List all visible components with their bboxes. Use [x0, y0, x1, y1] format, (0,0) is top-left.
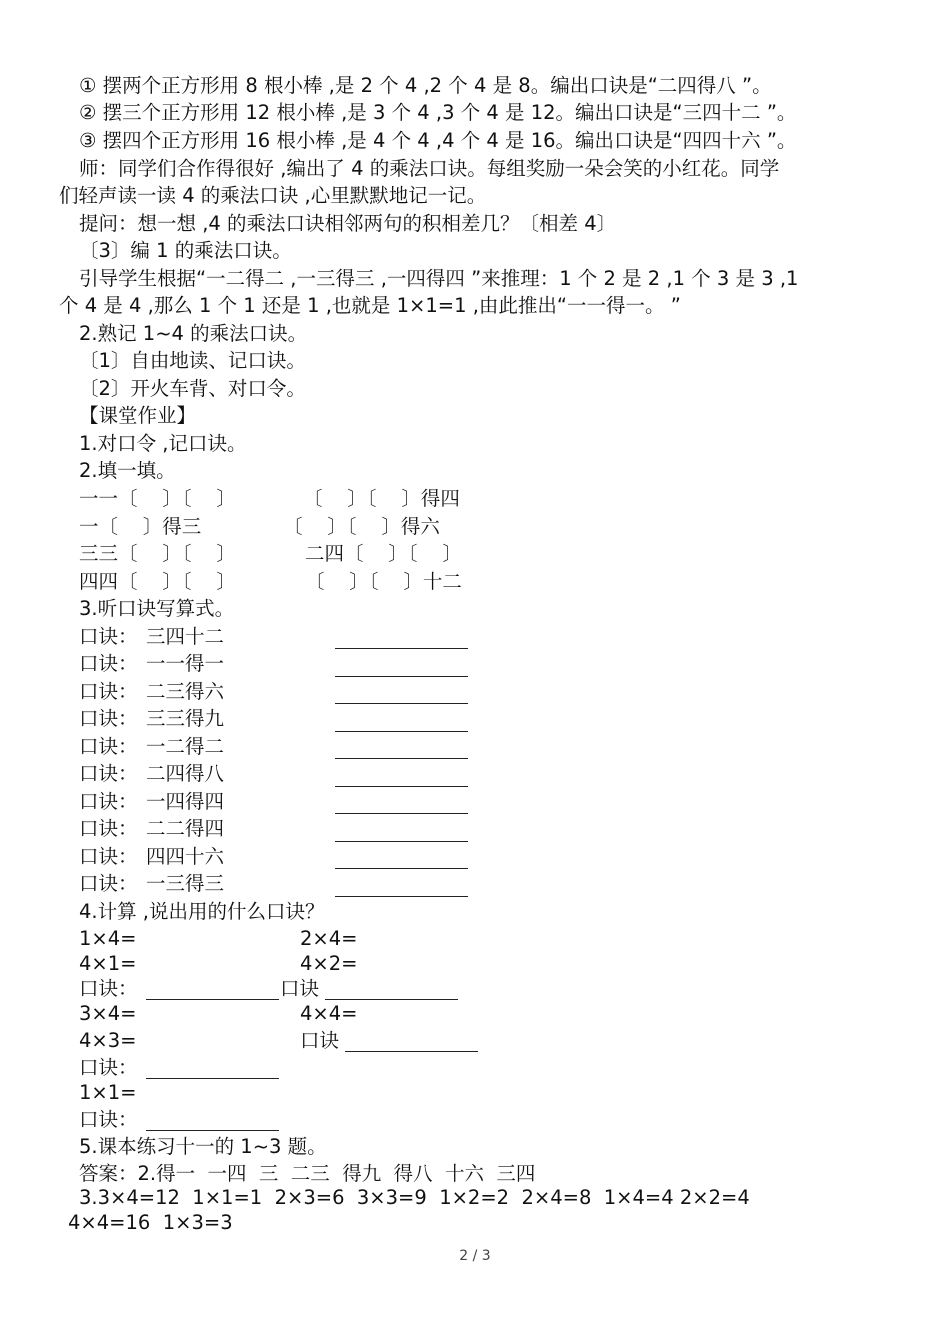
fill-item: 四四〔 〕〔 〕 [79, 570, 236, 593]
text-line: 们轻声读一读 4 的乘法口诀 ,心里默默地记一记。 [59, 184, 487, 207]
rhyme-prefix: 口诀： [79, 872, 138, 895]
answer-blank [335, 758, 468, 759]
answer-blank [335, 896, 468, 897]
rhyme-prefix: 口诀： [79, 680, 138, 703]
text-line: 提问：想一想 ,4 的乘法口诀相邻两句的积相差几？〔相差 4〕 [79, 212, 617, 235]
equation: 1×4= [79, 927, 137, 950]
rhyme-text: 一一得一 [146, 652, 225, 675]
rhyme-text: 一四得四 [146, 790, 225, 813]
fill-item: 一一〔 〕〔 〕 [79, 487, 236, 510]
text-line: ③ 摆四个正方形用 16 根小棒 ,是 4 个 4 ,4 个 4 是 16。编出口诀是“四四十六 ”。 [79, 129, 797, 152]
rhyme-text: 三三得九 [146, 707, 225, 730]
rhyme-text: 三四十二 [146, 625, 225, 648]
rhyme-label: 口诀 [300, 1029, 340, 1052]
equation: 4×2= [300, 952, 358, 975]
rhyme-label: 口诀 [280, 977, 320, 1000]
equation: 1×1= [79, 1081, 137, 1104]
rhyme-text: 一二得二 [146, 735, 225, 758]
answer-blank [335, 703, 468, 704]
answer-line: 答案：2.得一 一四 三 二三 得九 得八 十六 三四 [79, 1162, 536, 1185]
rhyme-prefix: 口诀： [79, 762, 138, 785]
equation: 4×3= [79, 1029, 137, 1052]
rhyme-prefix: 口诀： [79, 845, 138, 868]
equation: 3×4= [79, 1002, 137, 1025]
equation: 2×4= [300, 927, 358, 950]
answer-blank [335, 813, 468, 814]
rhyme-prefix: 口诀： [79, 790, 138, 813]
answer-blank [325, 999, 458, 1000]
answer-line: 4×4=16 1×3=3 [68, 1211, 233, 1234]
equation: 4×1= [79, 952, 137, 975]
answer-blank [146, 999, 279, 1000]
fill-item: 〔 〕〔 〕得四 [303, 487, 460, 510]
rhyme-prefix: 口诀： [79, 652, 138, 675]
rhyme-label: 口诀： [79, 977, 138, 1000]
equation: 4×4= [300, 1002, 358, 1025]
text-line: 1.对口令 ,记口诀。 [79, 432, 247, 455]
answer-blank [345, 1051, 478, 1052]
fill-item: 一〔 〕得三 [79, 515, 202, 538]
fill-item: 〔 〕〔 〕得六 [283, 515, 440, 538]
answer-blank [335, 841, 468, 842]
rhyme-label: 口诀： [79, 1056, 138, 1079]
text-line: 〔3〕编 1 的乘法口诀。 [79, 239, 292, 262]
answer-blank [335, 648, 468, 649]
text-line: 〔1〕自由地读、记口诀。 [79, 349, 306, 372]
fill-item: 三三〔 〕〔 〕 [79, 542, 236, 565]
text-line: ② 摆三个正方形用 12 根小棒 ,是 3 个 4 ,3 个 4 是 12。编出口诀是“三四十二 ”。 [79, 101, 797, 124]
section-heading: 【课堂作业】 [79, 404, 197, 427]
text-line: 师：同学们合作得很好 ,编出了 4 的乘法口诀。每组奖励一朵会笑的小红花。同学 [79, 157, 780, 180]
page-number: 2 / 3 [459, 1248, 491, 1264]
text-line: 2.填一填。 [79, 459, 176, 482]
rhyme-prefix: 口诀： [79, 735, 138, 758]
answer-line: 3.3×4=12 1×1=1 2×3=6 3×3=9 1×2=2 2×4=8 1×4=4 2×2=4 [79, 1186, 750, 1209]
rhyme-text: 一三得三 [146, 872, 225, 895]
text-line: 引导学生根据“一二得二 ,一三得三 ,一四得四 ”来推理：1 个 2 是 2 ,1 个 3 是 3 ,1 [79, 267, 799, 290]
text-line: ① 摆两个正方形用 8 根小棒 ,是 2 个 4 ,2 个 4 是 8。编出口诀是“二四得八 ”。 [79, 74, 772, 97]
text-line: 〔2〕开火车背、对口令。 [79, 377, 306, 400]
question-title: 4.计算 ,说出用的什么口诀？ [79, 900, 325, 923]
answer-blank [146, 1078, 279, 1079]
answer-blank [335, 786, 468, 787]
text-line: 个 4 是 4 ,那么 1 个 1 还是 1 ,也就是 1×1=1 ,由此推出“一一得一。 ” [59, 294, 681, 317]
question-title: 3.听口诀写算式。 [79, 597, 235, 620]
question-title: 5.课本练习十一的 1~3 题。 [79, 1135, 327, 1158]
fill-item: 二四〔 〕〔 〕 [305, 542, 462, 565]
answer-blank [335, 676, 468, 677]
rhyme-prefix: 口诀： [79, 707, 138, 730]
answer-blank [335, 868, 468, 869]
text-line: 2.熟记 1~4 的乘法口诀。 [79, 322, 308, 345]
answer-blank [146, 1130, 279, 1131]
answer-blank [335, 731, 468, 732]
rhyme-text: 二四得八 [146, 762, 225, 785]
rhyme-prefix: 口诀： [79, 625, 138, 648]
fill-item: 〔 〕〔 〕十二 [305, 570, 462, 593]
rhyme-text: 二二得四 [146, 817, 225, 840]
rhyme-text: 二三得六 [146, 680, 225, 703]
rhyme-label: 口诀： [79, 1108, 138, 1131]
rhyme-text: 四四十六 [146, 845, 225, 868]
rhyme-prefix: 口诀： [79, 817, 138, 840]
